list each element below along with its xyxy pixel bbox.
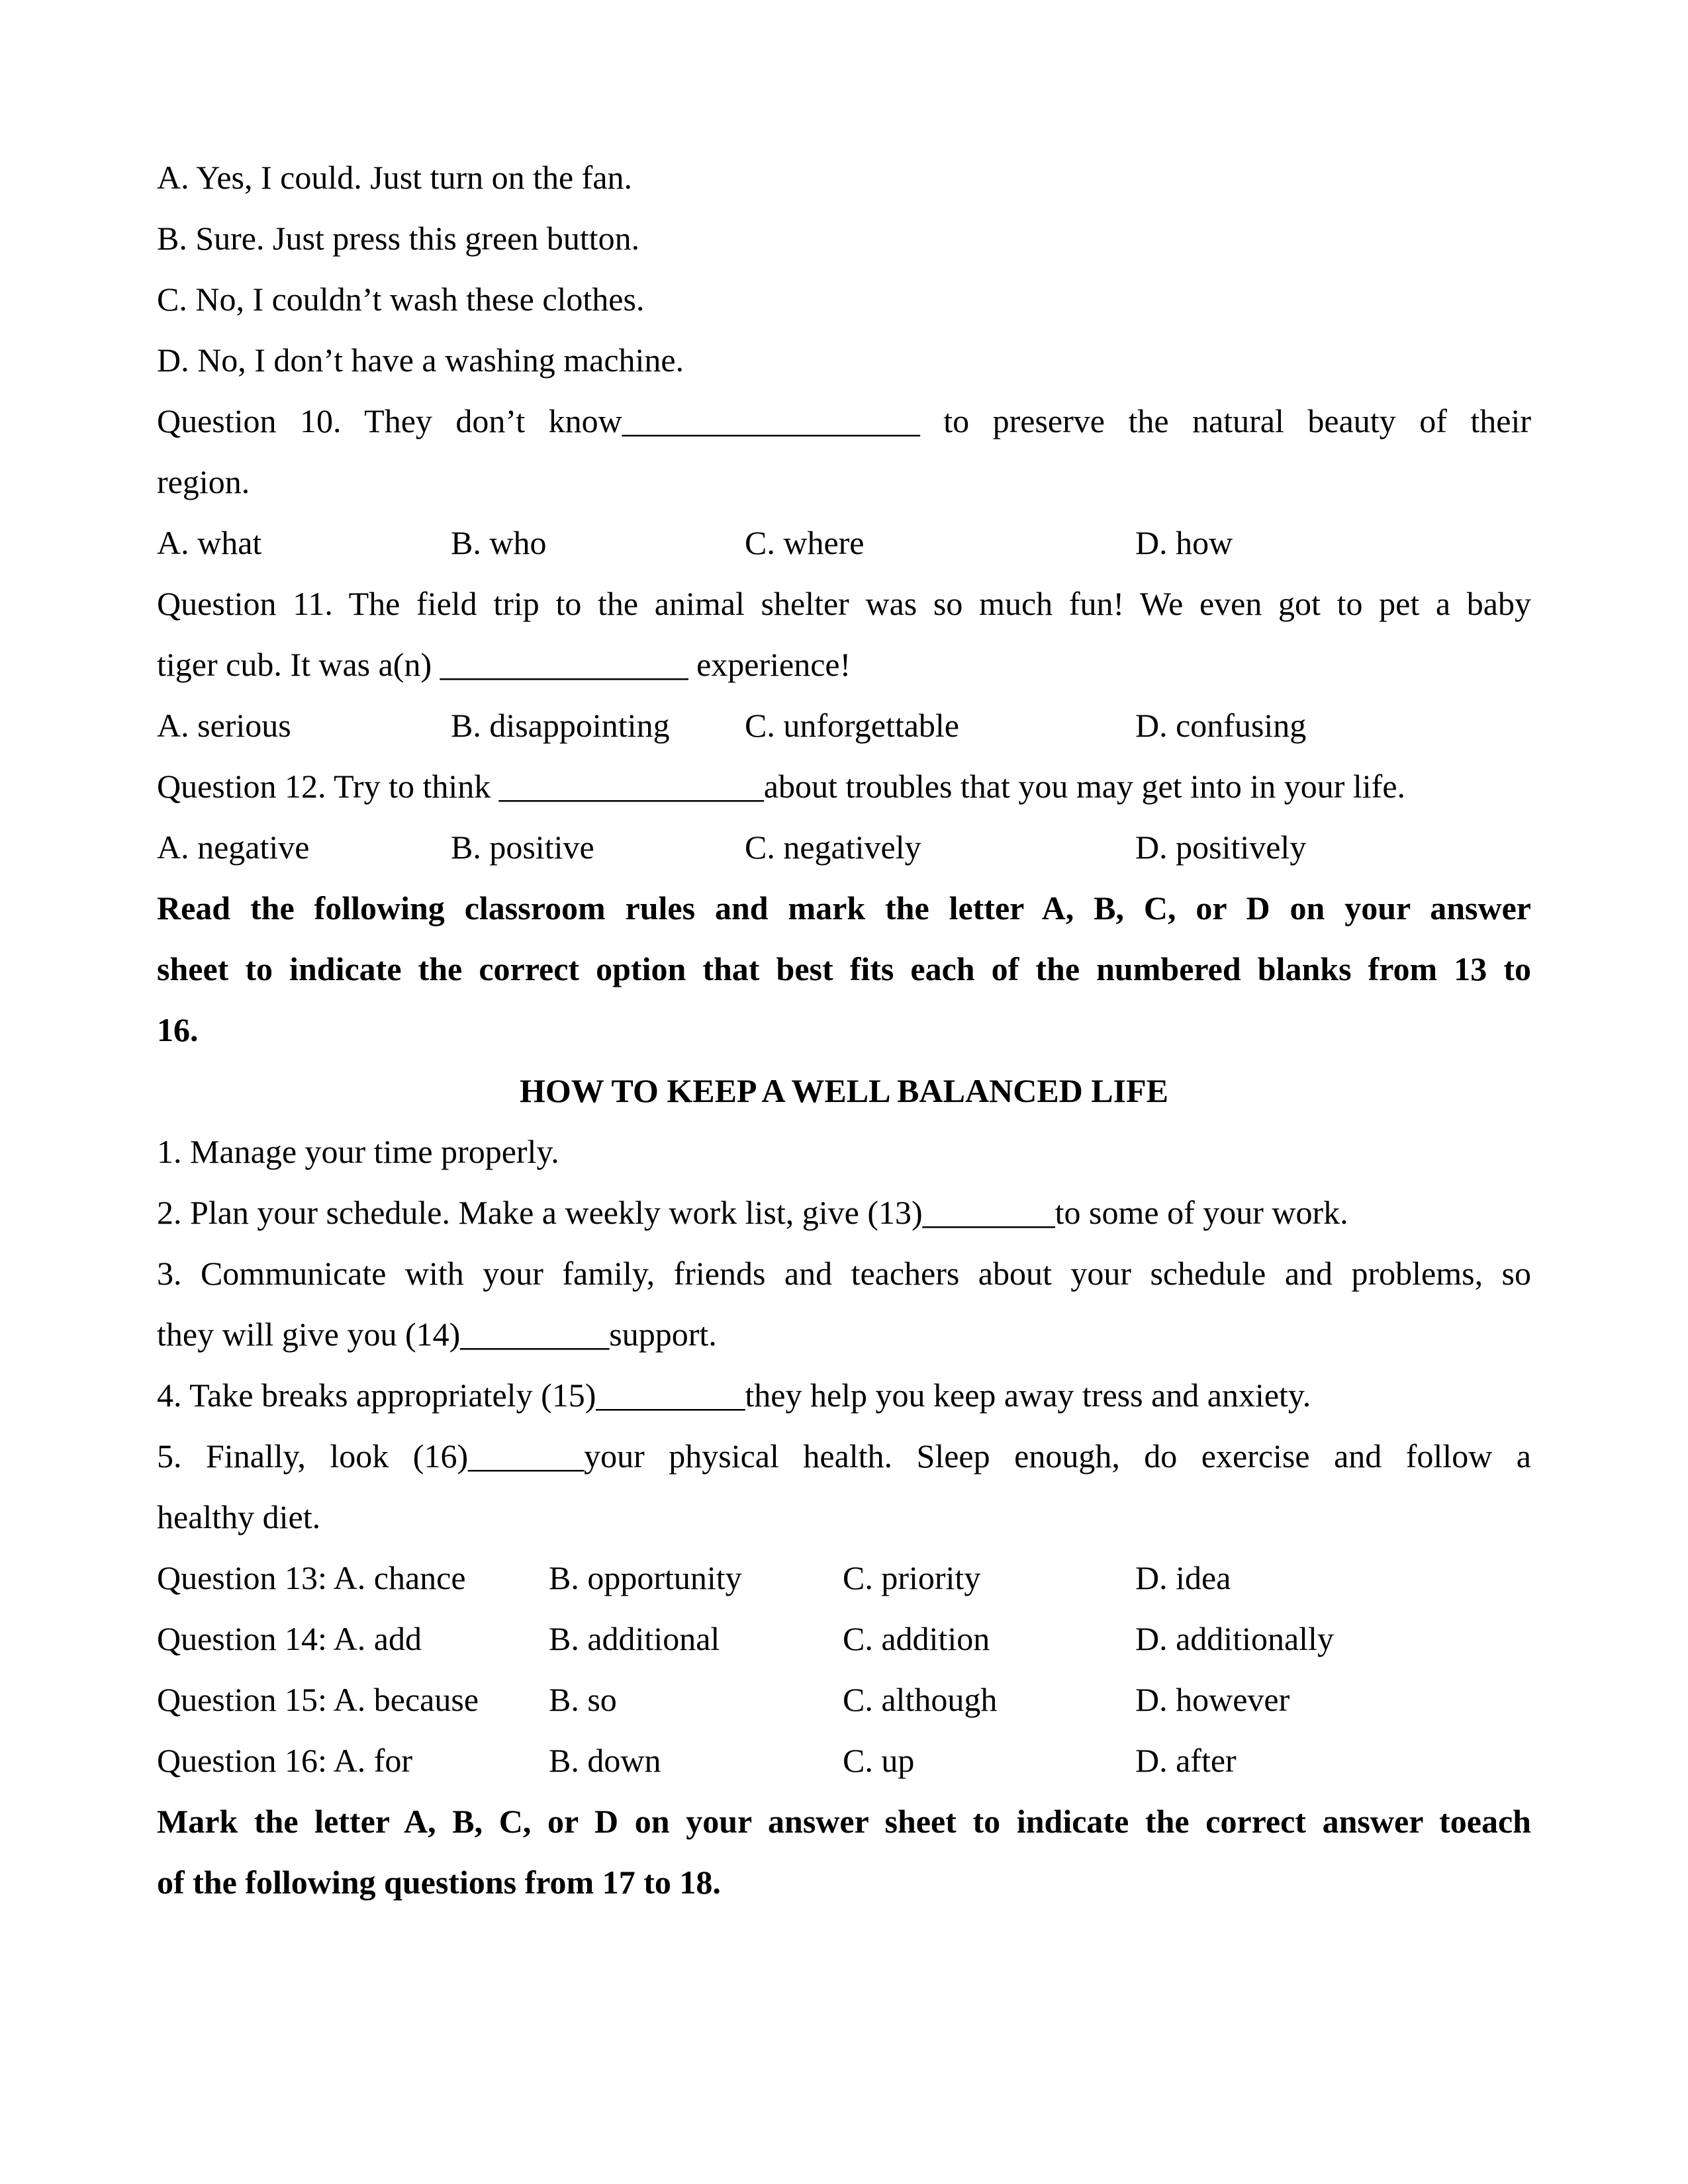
- instruction-13-16-line3: 16.: [157, 1011, 199, 1048]
- q9-option-a: A. Yes, I could. Just turn on the fan.: [157, 159, 633, 196]
- q13-option-d: D. idea: [1135, 1559, 1231, 1596]
- q9-option-d: D. No, I don’t have a washing machine.: [157, 341, 684, 379]
- question-13-row: [157, 1547, 1531, 1608]
- q14-option-c: C. addition: [843, 1620, 990, 1657]
- q12-option-c: C. negatively: [745, 829, 921, 866]
- q16-option-a: Question 16: A. for: [157, 1742, 413, 1779]
- q11-options: [157, 695, 1531, 756]
- passage-title: HOW TO KEEP A WELL BALANCED LIFE: [520, 1072, 1168, 1109]
- q13-option-c: C. priority: [843, 1559, 981, 1596]
- q10-option-a: A. what: [157, 524, 262, 561]
- q11-option-b: B. disappointing: [451, 707, 670, 744]
- q12-option-a: A. negative: [157, 829, 310, 866]
- q15-option-c: C. although: [843, 1681, 998, 1718]
- passage-rule-3-line2: they will give you (14)_________support.: [157, 1316, 717, 1353]
- passage-rule-4: 4. Take breaks appropriately (15)_________they help you keep away tress and anxiety.: [157, 1377, 1311, 1414]
- q13-option-a: Question 13: A. chance: [157, 1559, 466, 1596]
- q15-option-b: B. so: [549, 1681, 617, 1718]
- q16-option-b: B. down: [549, 1742, 661, 1779]
- q12-option-d: D. positively: [1135, 829, 1307, 866]
- q10-options: [157, 512, 1531, 573]
- question-16-row: [157, 1730, 1531, 1791]
- question-15-row: [157, 1669, 1531, 1730]
- q11-option-d: D. confusing: [1135, 707, 1307, 744]
- q12-option-b: B. positive: [451, 829, 594, 866]
- q9-option-c: C. No, I couldn’t wash these clothes.: [157, 281, 645, 318]
- q10-option-c: C. where: [745, 524, 865, 561]
- q16-option-d: D. after: [1135, 1742, 1237, 1779]
- q15-option-a: Question 15: A. because: [157, 1681, 479, 1718]
- q11-option-c: C. unforgettable: [745, 707, 959, 744]
- q14-option-a: Question 14: A. add: [157, 1620, 422, 1657]
- instruction-17-18-line1: Mark the letter A, B, C, or D on your answer sheet to indicate the correct answer toeach: [157, 1803, 1531, 1840]
- q10-stem-line1: Question 10. They don’t know__________________ to preserve the natural beauty of their: [157, 402, 1531, 439]
- q12-options: [157, 817, 1531, 878]
- q12-stem: Question 12. Try to think ________________about troubles that you may get into in your life.: [157, 768, 1406, 805]
- instruction-13-16-line2: sheet to indicate the correct option that best fits each of the numbered blanks from 13 to: [157, 950, 1531, 987]
- passage-rule-3-line1: 3. Communicate with your family, friends and teachers about your schedule and problems, so: [157, 1255, 1531, 1292]
- q14-option-d: D. additionally: [1135, 1620, 1334, 1657]
- q10-option-b: B. who: [451, 524, 547, 561]
- instruction-17-18-line2: of the following questions from 17 to 18.: [157, 1864, 721, 1901]
- passage-rule-5-line2: healthy diet.: [157, 1498, 321, 1535]
- q15-option-d: D. however: [1135, 1681, 1290, 1718]
- q9-option-b: B. Sure. Just press this green button.: [157, 220, 640, 257]
- passage-rule-1: 1. Manage your time properly.: [157, 1133, 559, 1170]
- question-14-row: [157, 1608, 1531, 1669]
- q14-option-b: B. additional: [549, 1620, 720, 1657]
- passage-rule-5-line1: 5. Finally, look (16)_______your physical health. Sleep enough, do exercise and follow a: [157, 1437, 1531, 1475]
- instruction-13-16-line1: Read the following classroom rules and mark the letter A, B, C, or D on your answer: [157, 889, 1531, 927]
- q11-option-a: A. serious: [157, 707, 291, 744]
- q13-option-b: B. opportunity: [549, 1559, 742, 1596]
- passage-rule-2: 2. Plan your schedule. Make a weekly work list, give (13)________to some of your work.: [157, 1194, 1348, 1231]
- q11-stem-line2: tiger cub. It was a(n) _______________ experience!: [157, 646, 851, 683]
- q10-stem-line2: region.: [157, 463, 250, 500]
- q11-stem-line1: Question 11. The field trip to the animal shelter was so much fun! We even got to pet a baby: [157, 585, 1531, 622]
- q16-option-c: C. up: [843, 1742, 915, 1779]
- q10-option-d: D. how: [1135, 524, 1233, 561]
